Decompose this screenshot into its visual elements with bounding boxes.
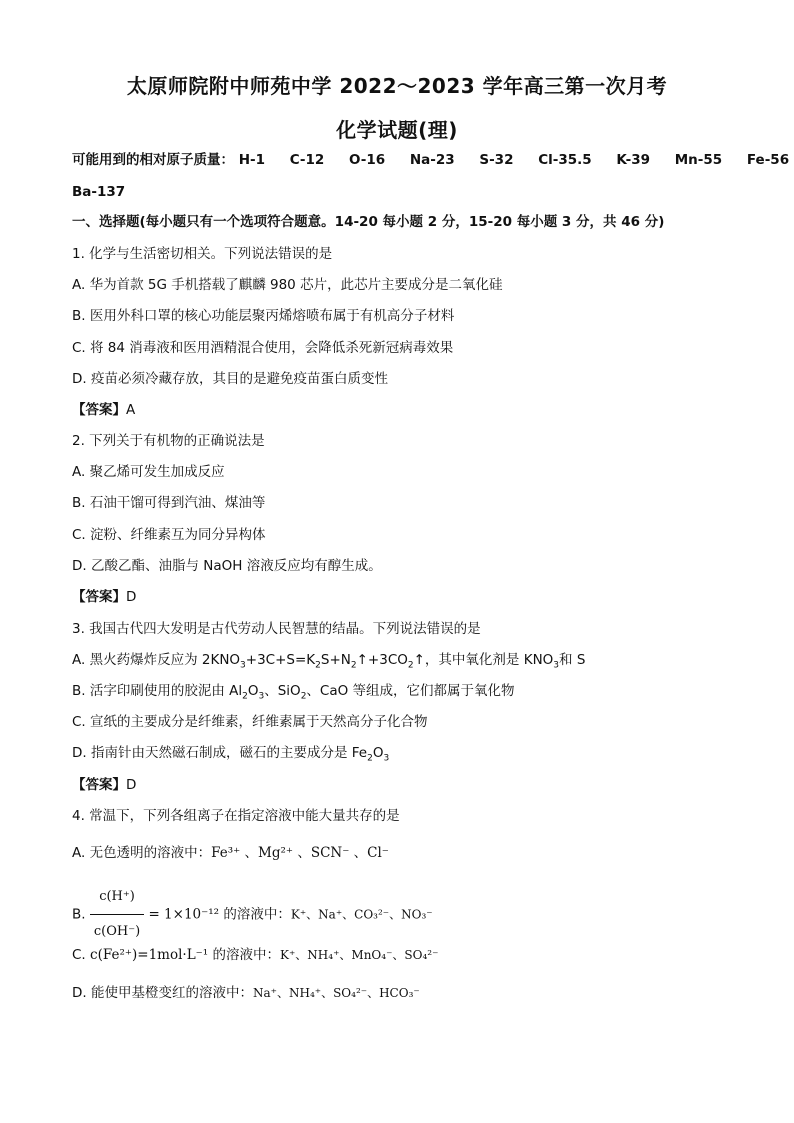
q1-answer xyxy=(72,401,732,419)
answer-tag: 【答案】 xyxy=(72,777,126,793)
mass-item: Na-23 xyxy=(409,152,455,168)
q4-option-b: B. $\frac{c(H^+)}{c(OH^-)}$ = 1×10⁻¹² 的溶液中：K⁺、Na⁺、CO₃²⁻、NO₃⁻ xyxy=(72,882,732,947)
q1-option-d: D. 疫苗必须冷藏存放，其目的是避免疫苗蛋白质变性 xyxy=(72,371,388,387)
atomic-mass-extra: Ba-137 xyxy=(72,184,126,200)
q3-option-b: B. 活字印刷使用的胶泥由 $Al_2O_3$、SiO$_2$、CaO 等组成，它们都属于氧化物 xyxy=(72,683,515,702)
atomic-masses-row xyxy=(72,151,790,169)
q4-option-c: C. c(Fe²⁺)=1mol·L⁻¹ 的溶液中：K⁺、NH₄⁺、MnO₄⁻、SO₄²⁻ xyxy=(72,947,439,963)
q2-option-c: C. 淀粉、纤维素互为同分异构体 xyxy=(72,527,266,543)
q1-option-a: A. 华为首款 5G 手机搭载了麒麟 980 芯片，此芯片主要成分是二氧化硅 xyxy=(72,277,503,293)
q3-stem: 3. 我国古代四大发明是古代劳动人民智慧的结晶。下列说法错误的是 xyxy=(72,621,481,637)
mass-item: S-32 xyxy=(479,152,514,168)
q2-option-d: D. 乙酸乙酯、油脂与 NaOH 溶液反应均有醇生成。 xyxy=(72,558,382,574)
q1-stem: 1. 化学与生活密切相关。下列说法错误的是 xyxy=(72,246,333,262)
atomic-masses-label: 可能用到的相对原子质量： xyxy=(72,152,234,168)
q4-option-a: A. 无色透明的溶液中：Fe³⁺ 、Mg²⁺ 、SCN⁻ 、Cl⁻ xyxy=(72,845,389,861)
q3-option-a: A. 黑火药爆炸反应为 $2KNO_3+3C+S=K_2S+N_2↑+3CO_2↑$，其中氧化剂是 $KNO_3$和 S xyxy=(72,652,586,671)
q3-answer xyxy=(72,776,732,794)
q2-stem: 2. 下列关于有机物的正确说法是 xyxy=(72,433,265,449)
answer-value: D xyxy=(126,777,137,793)
mass-item: O-16 xyxy=(349,152,386,168)
mass-item: K-39 xyxy=(616,152,651,168)
exam-title: 太原师院附中师苑中学 2022～2023 学年高三第一次月考 xyxy=(126,74,668,98)
q4-b-ions: K⁺、Na⁺、CO₃²⁻、NO₃⁻ xyxy=(290,907,433,922)
mass-item: H-1 xyxy=(238,152,265,168)
q4-d-ions: Na⁺、NH₄⁺、SO₄²⁻、HCO₃⁻ xyxy=(252,986,420,1000)
mass-item: Fe-56 xyxy=(746,152,790,168)
q1-option-c: C. 将 84 消毒液和医用酒精混合使用，会降低杀死新冠病毒效果 xyxy=(72,340,454,356)
q2-option-a: A. 聚乙烯可发生加成反应 xyxy=(72,464,225,480)
q1-option-b: B. 医用外科口罩的核心功能层聚丙烯熔喷布属于有机高分子材料 xyxy=(72,308,455,324)
exam-subtitle: 化学试题(理) xyxy=(336,118,458,142)
answer-value: D xyxy=(126,589,137,605)
q4-c-ions: K⁺、NH₄⁺、MnO₄⁻、SO₄²⁻ xyxy=(280,948,439,962)
mass-item: Cl-35.5 xyxy=(538,152,592,168)
answer-tag: 【答案】 xyxy=(72,402,126,418)
section-heading: 一、选择题(每小题只有一个选项符合题意。14-20 每小题 2 分，15-20 每小题 3 分，共 46 分) xyxy=(72,214,665,230)
q2-answer xyxy=(72,588,732,606)
q3-option-d: D. 指南针由天然磁石制成，磁石的主要成分是 $Fe_2O_3$ xyxy=(72,745,390,764)
q4-option-d: D. 能使甲基橙变红的溶液中：Na⁺、NH₄⁺、SO₄²⁻、HCO₃⁻ xyxy=(72,985,420,1001)
mass-item: Mn-55 xyxy=(674,152,723,168)
ratio-fraction: $\frac{c(H^+)}{c(OH^-)}$ xyxy=(90,882,144,947)
mass-item: C-12 xyxy=(289,152,325,168)
q4-stem: 4. 常温下，下列各组离子在指定溶液中能大量共存的是 xyxy=(72,808,400,824)
q4-a-ions: Fe³⁺ 、Mg²⁺ 、SCN⁻ 、Cl⁻ xyxy=(211,845,389,861)
q2-option-b: B. 石油干馏可得到汽油、煤油等 xyxy=(72,495,266,511)
answer-tag: 【答案】 xyxy=(72,589,126,605)
q3-option-c: C. 宣纸的主要成分是纤维素，纤维素属于天然高分子化合物 xyxy=(72,714,428,730)
answer-value: A xyxy=(126,402,136,418)
